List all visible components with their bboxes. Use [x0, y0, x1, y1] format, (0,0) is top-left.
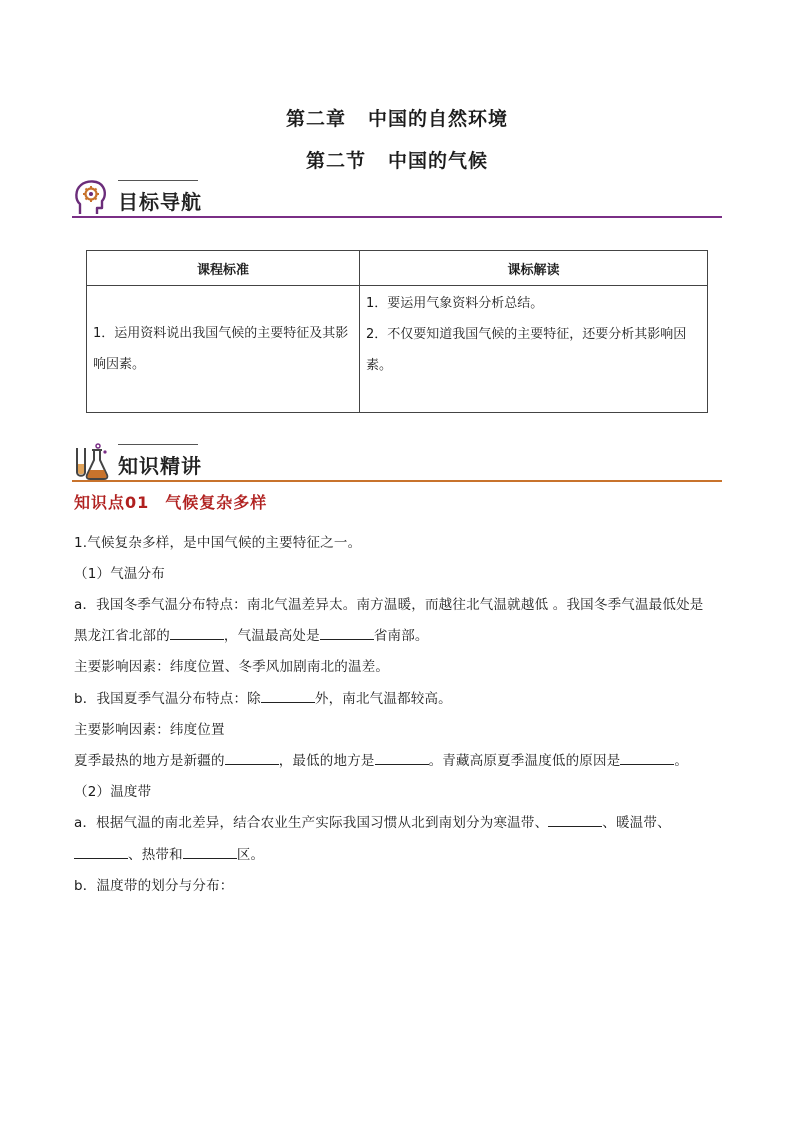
interpretation-line: 2．不仅要知道我国气候的主要特征，还要分析其影响因素。	[366, 327, 687, 373]
table-header-cell: 课程标准	[87, 251, 360, 286]
section-name: 中国的气候	[388, 150, 489, 172]
text-segment: 。	[674, 753, 689, 769]
paragraph-with-blanks	[74, 811, 671, 831]
text-segment: a．根据气温的南北差异，结合农业生产实际我国习惯从北到南划分为寒温带、	[74, 815, 549, 831]
table-header-cell: 课标解读	[360, 251, 708, 286]
paragraph-with-blanks	[74, 843, 264, 863]
fill-in-blank[interactable]	[375, 752, 429, 765]
section-top-rule	[118, 444, 198, 445]
text-segment: 省南部。	[373, 628, 429, 644]
chapter-title	[0, 104, 794, 131]
knowledge-point-title	[74, 490, 267, 513]
section-heading: 知识精讲	[118, 454, 202, 478]
lab-flask-icon	[72, 442, 112, 482]
section-title	[0, 146, 794, 173]
fill-in-blank[interactable]	[74, 846, 128, 859]
paragraph-with-blanks	[74, 687, 452, 707]
fill-in-blank[interactable]	[225, 752, 279, 765]
paragraph: 主要影响因素：纬度位置	[74, 722, 225, 738]
standard-text: 1．运用资料说出我国气候的主要特征及其影响因素。	[93, 326, 349, 372]
table-row	[87, 286, 708, 413]
knowledge-section-header	[72, 442, 722, 482]
fill-in-blank[interactable]	[261, 690, 315, 703]
text-segment: 区。	[236, 847, 265, 863]
paragraph-with-blanks	[74, 749, 688, 769]
fill-in-blank[interactable]	[170, 627, 224, 640]
fill-in-blank[interactable]	[548, 814, 602, 827]
fill-in-blank[interactable]	[620, 752, 674, 765]
text-segment: 。青藏高原夏季温度低的原因是	[428, 753, 621, 769]
paragraph: b．温度带的划分与分布：	[74, 878, 234, 894]
table-header-row	[87, 251, 708, 286]
goals-section-header	[72, 178, 722, 218]
fill-in-blank[interactable]	[183, 846, 237, 859]
text-segment: 夏季最热的地方是新疆的	[74, 753, 225, 769]
sub-heading: （1）气温分布	[74, 566, 165, 582]
curriculum-standards-table	[86, 250, 708, 413]
section-underline	[72, 216, 722, 218]
fill-in-blank[interactable]	[320, 627, 374, 640]
text-segment: 外，南北气温都较高。	[314, 691, 452, 707]
sub-heading: （2）温度带	[74, 784, 152, 800]
knowledge-point-label: 知识点01	[74, 493, 150, 512]
interpretation-line: 1．要运用气象资料分析总结。	[366, 296, 544, 311]
text-segment: ，气温最高处是	[223, 628, 320, 644]
text-segment: 黑龙江省北部的	[74, 628, 170, 644]
chapter-name: 中国的自然环境	[368, 108, 509, 130]
section-number: 第二节	[305, 150, 366, 172]
section-top-rule	[118, 180, 198, 181]
knowledge-point-name: 气候复杂多样	[165, 493, 268, 512]
chapter-number: 第二章	[285, 108, 346, 130]
paragraph: 主要影响因素：纬度位置、冬季风加剧南北的温差。	[74, 659, 390, 675]
text-segment: ，最低的地方是	[278, 753, 375, 769]
table-cell	[87, 286, 360, 413]
section-heading: 目标导航	[118, 190, 202, 214]
paragraph: 1.气候复杂多样，是中国气候的主要特征之一。	[74, 535, 362, 551]
text-segment: b．我国夏季气温分布特点：除	[74, 691, 261, 707]
section-underline	[72, 480, 722, 482]
paragraph: a．我国冬季气温分布特点：南北气温差异太。南方温暖，而越往北气温就越低 。我国冬季气温最低处是	[74, 597, 704, 613]
brain-gear-icon	[72, 178, 112, 218]
text-segment: 、暖温带、	[602, 815, 671, 831]
table-cell	[360, 286, 708, 413]
text-segment: 、热带和	[128, 847, 183, 863]
paragraph-with-blanks	[74, 624, 429, 644]
